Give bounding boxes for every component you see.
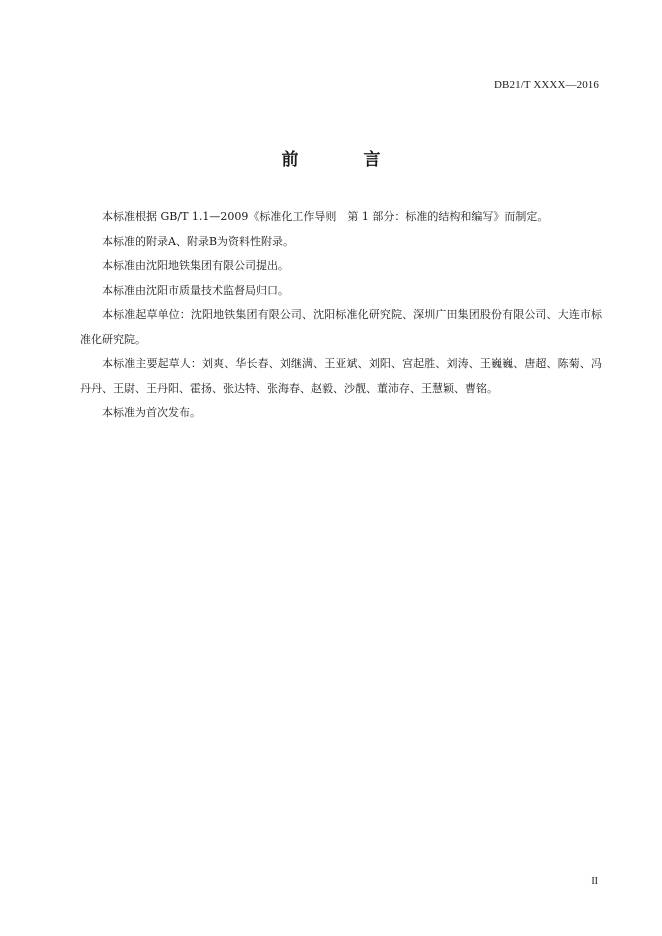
paragraph-drafters: 本标准主要起草人：刘爽、华长春、刘继满、王亚斌、刘阳、宫起胜、刘涛、王巍巍、唐超、陈菊、冯丹丹、王尉、王丹阳、霍扬、张达特、张海春、赵毅、沙靓、董沛存、王慧颖、曹铭。 [80, 357, 602, 395]
paragraph-administrator: 本标准由沈阳市质量技术监督局归口。 [102, 283, 289, 297]
paragraph-first-release: 本标准为首次发布。 [102, 406, 201, 419]
paragraph-basis: 本标准根据 GB/T 1.1—2009《标准化工作导则 第 1 部分：标准的结构和编写》而制定。 [102, 210, 549, 223]
paragraph-appendix: 本标准的附录A、附录B为资料性附录。 [102, 234, 295, 248]
paragraph-drafting-units: 本标准起草单位：沈阳地铁集团有限公司、沈阳标准化研究院、深圳广田集团股份有限公司、大连市标准化研究院。 [80, 308, 602, 346]
foreword-body [80, 205, 602, 426]
page-number: II [591, 876, 598, 887]
page-title: 前 言 [281, 150, 405, 170]
document-code: DB21/T XXXX—2016 [494, 79, 599, 91]
paragraph-proposer: 本标准由沈阳地铁集团有限公司提出。 [102, 259, 289, 272]
